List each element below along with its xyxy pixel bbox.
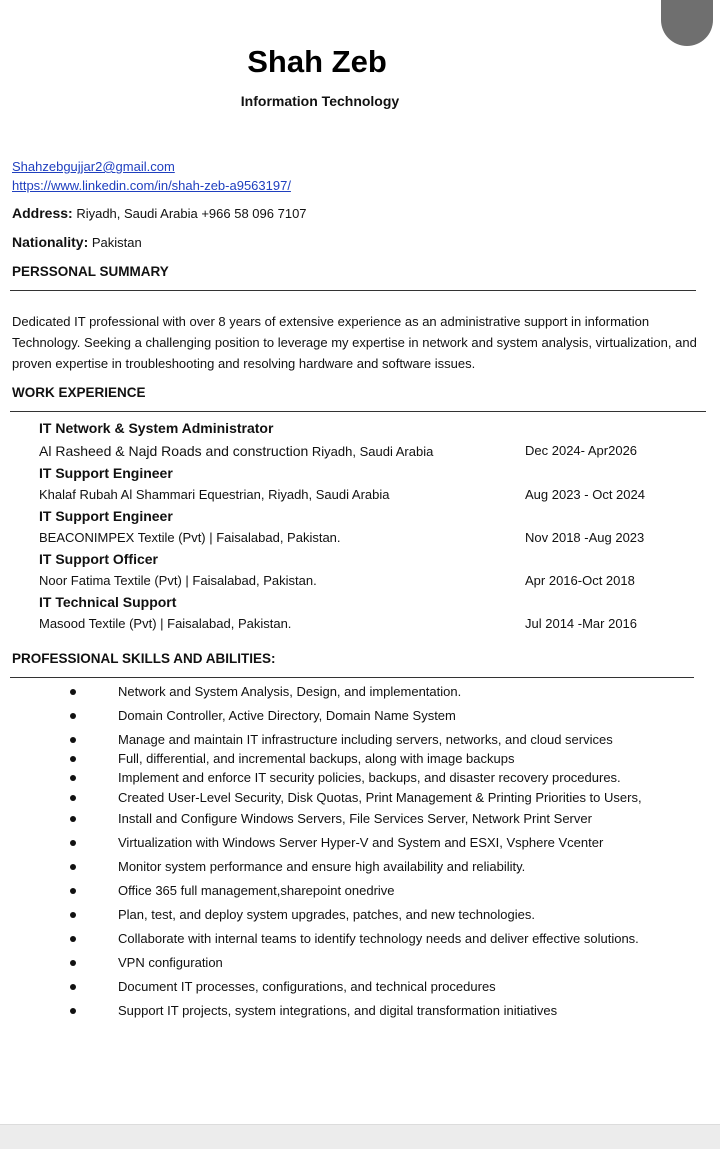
bullet-icon (70, 689, 76, 695)
skills-heading: PROFESSIONAL SKILLS AND ABILITIES: (12, 651, 276, 666)
candidate-name: Shah Zeb (247, 44, 387, 79)
bullet-icon (70, 1008, 76, 1014)
skill-item: Implement and enforce IT security policies, backups, and disaster recovery procedures. (118, 770, 621, 785)
job-dates: Dec 2024- Apr2026 (525, 443, 638, 458)
summary-divider (10, 290, 696, 291)
candidate-title: Information Technology (240, 93, 400, 109)
bullet-icon (70, 864, 76, 870)
bullet-icon (70, 737, 76, 743)
bullet-icon (70, 984, 76, 990)
skills-divider (10, 677, 694, 678)
skill-item: Collaborate with internal teams to identify technology needs and deliver effective solutions. (118, 931, 639, 946)
skill-item: Plan, test, and deploy system upgrades, patches, and new technologies. (118, 907, 535, 922)
job-title: IT Support Engineer (39, 508, 173, 524)
bullet-icon (70, 756, 76, 762)
job-company: Masood Textile (Pvt) | Faisalabad, Pakistan. (39, 616, 292, 631)
job-dates: Nov 2018 -Aug 2023 (525, 530, 645, 545)
bullet-icon (70, 775, 76, 781)
job-dates: Jul 2014 -Mar 2016 (525, 616, 638, 631)
skill-item: Monitor system performance and ensure high availability and reliability. (118, 859, 526, 874)
bullet-icon (70, 840, 76, 846)
job-company: Noor Fatima Textile (Pvt) | Faisalabad, Pakistan. (39, 573, 317, 588)
bullet-icon (70, 795, 76, 801)
nationality-line (12, 234, 142, 250)
skill-item: Virtualization with Windows Server Hyper-V and System and ESXI, Vsphere Vcenter (118, 835, 604, 850)
skill-item: Office 365 full management,sharepoint onedrive (118, 883, 395, 898)
experience-heading: WORK EXPERIENCE (12, 385, 146, 400)
bullet-icon (70, 816, 76, 822)
skill-item: Created User-Level Security, Disk Quotas, Print Management & Printing Priorities to Users, (118, 790, 642, 805)
email-link[interactable]: Shahzebgujjar2@gmail.com (12, 159, 175, 174)
job-location: Riyadh, Saudi Arabia (311, 444, 434, 459)
job-company: Khalaf Rubah Al Shammari Equestrian, Riyadh, Saudi Arabia (39, 487, 390, 502)
nationality-label: Nationality: (12, 234, 89, 250)
skill-item: Install and Configure Windows Servers, File Services Server, Network Print Server (118, 811, 592, 826)
skill-item: Document IT processes, configurations, and technical procedures (118, 979, 496, 994)
menu-button[interactable] (661, 0, 713, 46)
bullet-icon (70, 713, 76, 719)
job-title: IT Support Engineer (39, 465, 173, 481)
skill-item: VPN configuration (118, 955, 223, 970)
job-company-name: Al Rasheed & Najd Roads and construction (39, 443, 309, 459)
experience-divider (10, 411, 706, 412)
address-label: Address: (12, 205, 73, 221)
job-company: BEACONIMPEX Textile (Pvt) | Faisalabad, Pakistan. (39, 530, 341, 545)
summary-text: Dedicated IT professional with over 8 years of extensive experience as an administrative support in information Technology. Seeking a challenging position to leverage my expertise in network and system analysis, virtualization, and proven expertise in troubleshooting and resolving hardware and software issues. (12, 314, 697, 371)
summary-heading: PERSSONAL SUMMARY (12, 264, 169, 279)
skill-item: Full, differential, and incremental backups, along with image backups (118, 751, 515, 766)
bullet-icon (70, 912, 76, 918)
skill-item: Manage and maintain IT infrastructure including servers, networks, and cloud services (118, 732, 613, 747)
job-company (39, 443, 433, 459)
bullet-icon (70, 960, 76, 966)
address-line (12, 205, 307, 221)
page-bottom-bar (0, 1124, 720, 1149)
linkedin-link[interactable]: https://www.linkedin.com/in/shah-zeb-a9563197/ (12, 178, 291, 193)
bullet-icon (70, 888, 76, 894)
job-dates: Apr 2016-Oct 2018 (525, 573, 635, 588)
job-title: IT Technical Support (39, 594, 177, 610)
skill-item: Domain Controller, Active Directory, Domain Name System (118, 708, 456, 723)
skill-item: Network and System Analysis, Design, and implementation. (118, 684, 462, 699)
job-title: IT Support Officer (39, 551, 158, 567)
job-title: IT Network & System Administrator (39, 420, 274, 436)
bullet-icon (70, 936, 76, 942)
skill-item: Support IT projects, system integrations, and digital transformation initiatives (118, 1003, 558, 1018)
address-value: Riyadh, Saudi Arabia +966 58 096 7107 (76, 206, 307, 221)
nationality-value: Pakistan (91, 235, 142, 250)
job-dates: Aug 2023 - Oct 2024 (525, 487, 645, 502)
